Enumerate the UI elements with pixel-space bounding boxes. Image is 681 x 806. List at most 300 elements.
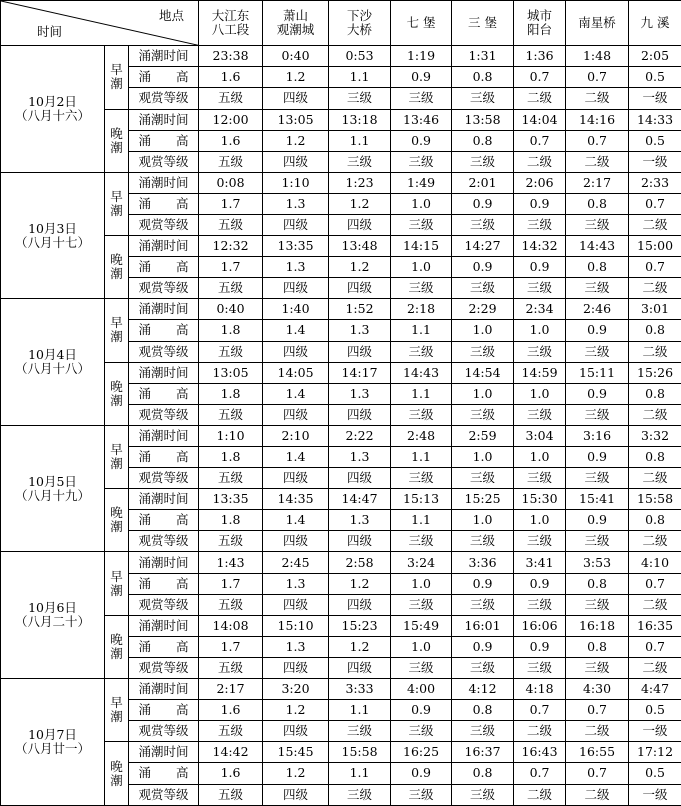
tide-label-char: 潮 bbox=[110, 76, 123, 92]
value-cell: 三级 bbox=[566, 214, 629, 235]
value-cell: 1.8 bbox=[199, 383, 263, 404]
value-cell: 三级 bbox=[391, 151, 452, 172]
value-cell: 0.8 bbox=[566, 193, 629, 214]
item-label: 观赏等级 bbox=[129, 721, 199, 742]
value-cell: 二级 bbox=[514, 151, 566, 172]
item-label: 涌潮时间 bbox=[129, 299, 199, 320]
evening-tide-label bbox=[105, 742, 129, 806]
item-label: 涌 高 bbox=[129, 510, 199, 531]
value-cell: 1.3 bbox=[329, 510, 391, 531]
value-cell: 五级 bbox=[199, 151, 263, 172]
value-cell: 3:53 bbox=[566, 552, 629, 573]
value-cell: 三级 bbox=[514, 468, 566, 489]
value-cell: 1.2 bbox=[329, 193, 391, 214]
tide-label-char: 晚 bbox=[110, 505, 123, 521]
evening-tide-label bbox=[105, 109, 129, 172]
value-cell: 1.0 bbox=[514, 383, 566, 404]
value-cell: 15:25 bbox=[452, 489, 514, 510]
value-cell: 3:24 bbox=[391, 552, 452, 573]
value-cell: 0.9 bbox=[514, 257, 566, 278]
value-cell: 2:58 bbox=[329, 552, 391, 573]
value-cell: 14:43 bbox=[566, 236, 629, 257]
value-cell: 0.8 bbox=[566, 573, 629, 594]
value-cell: 16:43 bbox=[514, 742, 566, 763]
location-header-line: 南星桥 bbox=[578, 15, 616, 31]
value-cell: 1.2 bbox=[263, 67, 329, 88]
value-cell: 0.5 bbox=[629, 700, 681, 721]
value-cell: 14:54 bbox=[452, 362, 514, 383]
value-cell: 四级 bbox=[263, 531, 329, 552]
value-cell: 15:23 bbox=[329, 615, 391, 636]
location-header-line: 阳台 bbox=[527, 22, 553, 38]
value-cell: 4:18 bbox=[514, 679, 566, 700]
value-cell: 三级 bbox=[566, 341, 629, 362]
value-cell: 二级 bbox=[629, 404, 681, 425]
value-cell: 三级 bbox=[391, 784, 452, 806]
value-cell: 16:35 bbox=[629, 615, 681, 636]
value-cell: 15:11 bbox=[566, 362, 629, 383]
value-cell: 15:30 bbox=[514, 489, 566, 510]
value-cell: 四级 bbox=[329, 594, 391, 615]
value-cell: 五级 bbox=[199, 531, 263, 552]
value-cell: 13:48 bbox=[329, 236, 391, 257]
value-cell: 三级 bbox=[391, 278, 452, 299]
value-cell: 1.8 bbox=[199, 447, 263, 468]
value-cell: 1.8 bbox=[199, 320, 263, 341]
value-cell: 2:59 bbox=[452, 425, 514, 446]
value-cell: 14:04 bbox=[514, 109, 566, 130]
value-cell: 0.8 bbox=[629, 447, 681, 468]
value-cell: 一级 bbox=[629, 88, 681, 109]
value-cell: 0.8 bbox=[452, 763, 514, 784]
value-cell: 0.7 bbox=[629, 193, 681, 214]
value-cell: 0.7 bbox=[514, 700, 566, 721]
value-cell: 14:32 bbox=[514, 236, 566, 257]
morning-tide-label bbox=[105, 552, 129, 615]
value-cell: 2:06 bbox=[514, 172, 566, 193]
value-cell: 1.1 bbox=[329, 130, 391, 151]
tide-label-char: 晚 bbox=[110, 758, 123, 774]
value-cell: 0.8 bbox=[452, 67, 514, 88]
value-cell: 四级 bbox=[329, 278, 391, 299]
value-cell: 3:04 bbox=[514, 425, 566, 446]
value-cell: 1.0 bbox=[452, 320, 514, 341]
value-cell: 2:29 bbox=[452, 299, 514, 320]
bore-time-row bbox=[1, 425, 681, 446]
value-cell: 四级 bbox=[329, 404, 391, 425]
item-label: 观赏等级 bbox=[129, 151, 199, 172]
value-cell: 0.9 bbox=[452, 573, 514, 594]
item-label: 观赏等级 bbox=[129, 468, 199, 489]
value-cell: 三级 bbox=[514, 214, 566, 235]
value-cell: 14:15 bbox=[391, 236, 452, 257]
value-cell: 二级 bbox=[629, 341, 681, 362]
header-row bbox=[1, 1, 681, 46]
value-cell: 1.4 bbox=[263, 383, 329, 404]
item-label: 涌 高 bbox=[129, 130, 199, 151]
value-cell: 0.9 bbox=[514, 636, 566, 657]
item-label: 涌 高 bbox=[129, 320, 199, 341]
location-header-7 bbox=[629, 1, 681, 46]
item-label: 涌 高 bbox=[129, 447, 199, 468]
value-cell: 五级 bbox=[199, 468, 263, 489]
value-cell: 0.5 bbox=[629, 67, 681, 88]
value-cell: 1.1 bbox=[329, 763, 391, 784]
tide-label-char: 潮 bbox=[110, 456, 123, 472]
value-cell: 五级 bbox=[199, 784, 263, 806]
value-cell: 1.7 bbox=[199, 636, 263, 657]
item-label: 涌潮时间 bbox=[129, 362, 199, 383]
value-cell: 0.9 bbox=[391, 130, 452, 151]
value-cell: 15:10 bbox=[263, 615, 329, 636]
value-cell: 1.2 bbox=[329, 257, 391, 278]
value-cell: 五级 bbox=[199, 88, 263, 109]
value-cell: 三级 bbox=[329, 151, 391, 172]
value-cell: 1.2 bbox=[263, 700, 329, 721]
value-cell: 13:35 bbox=[263, 236, 329, 257]
tide-label-char: 晚 bbox=[110, 378, 123, 394]
location-header-2 bbox=[329, 1, 391, 46]
location-header-line: 大江东 bbox=[211, 8, 250, 24]
value-cell: 13:05 bbox=[263, 109, 329, 130]
tide-label-char: 潮 bbox=[110, 645, 123, 661]
value-cell: 1.6 bbox=[199, 130, 263, 151]
value-cell: 四级 bbox=[263, 594, 329, 615]
value-cell: 0.8 bbox=[566, 257, 629, 278]
value-cell: 16:37 bbox=[452, 742, 514, 763]
value-cell: 1.0 bbox=[514, 320, 566, 341]
solar-date: 10月5日 bbox=[28, 473, 77, 489]
value-cell: 二级 bbox=[514, 721, 566, 742]
corner-header-cell bbox=[1, 1, 199, 46]
value-cell: 3:41 bbox=[514, 552, 566, 573]
tide-label-char: 潮 bbox=[110, 202, 123, 218]
value-cell: 1.3 bbox=[329, 383, 391, 404]
value-cell: 1.4 bbox=[263, 320, 329, 341]
item-label: 涌 高 bbox=[129, 257, 199, 278]
value-cell: 15:58 bbox=[629, 489, 681, 510]
value-cell: 16:55 bbox=[566, 742, 629, 763]
value-cell: 1.0 bbox=[452, 383, 514, 404]
value-cell: 四级 bbox=[263, 468, 329, 489]
value-cell: 三级 bbox=[391, 468, 452, 489]
value-cell: 1.1 bbox=[329, 67, 391, 88]
value-cell: 0:53 bbox=[329, 46, 391, 67]
value-cell: 1.6 bbox=[199, 763, 263, 784]
value-cell: 三级 bbox=[391, 594, 452, 615]
value-cell: 0.9 bbox=[452, 636, 514, 657]
location-header-5 bbox=[514, 1, 566, 46]
value-cell: 14:43 bbox=[391, 362, 452, 383]
value-cell: 1.0 bbox=[391, 636, 452, 657]
value-cell: 0.8 bbox=[452, 700, 514, 721]
location-header-3 bbox=[391, 1, 452, 46]
solar-date: 10月6日 bbox=[28, 600, 77, 616]
value-cell: 二级 bbox=[566, 721, 629, 742]
value-cell: 0.9 bbox=[452, 193, 514, 214]
value-cell: 15:58 bbox=[329, 742, 391, 763]
value-cell: 四级 bbox=[329, 657, 391, 678]
date-cell bbox=[1, 299, 105, 426]
value-cell: 2:22 bbox=[329, 425, 391, 446]
value-cell: 三级 bbox=[452, 278, 514, 299]
value-cell: 0.8 bbox=[629, 510, 681, 531]
value-cell: 二级 bbox=[566, 151, 629, 172]
location-header-1 bbox=[263, 1, 329, 46]
value-cell: 三级 bbox=[452, 594, 514, 615]
value-cell: 1:36 bbox=[514, 46, 566, 67]
value-cell: 0.8 bbox=[629, 320, 681, 341]
value-cell: 1.2 bbox=[329, 636, 391, 657]
item-label: 涌潮时间 bbox=[129, 489, 199, 510]
value-cell: 1.0 bbox=[452, 447, 514, 468]
value-cell: 二级 bbox=[566, 784, 629, 806]
tide-label-char: 潮 bbox=[110, 266, 123, 282]
item-label: 观赏等级 bbox=[129, 594, 199, 615]
value-cell: 三级 bbox=[514, 404, 566, 425]
value-cell: 4:47 bbox=[629, 679, 681, 700]
value-cell: 14:08 bbox=[199, 615, 263, 636]
value-cell: 五级 bbox=[199, 594, 263, 615]
value-cell: 三级 bbox=[391, 657, 452, 678]
value-cell: 14:17 bbox=[329, 362, 391, 383]
value-cell: 四级 bbox=[263, 341, 329, 362]
value-cell: 三级 bbox=[329, 721, 391, 742]
value-cell: 1.3 bbox=[263, 573, 329, 594]
value-cell: 五级 bbox=[199, 404, 263, 425]
item-label: 观赏等级 bbox=[129, 531, 199, 552]
value-cell: 二级 bbox=[566, 88, 629, 109]
value-cell: 四级 bbox=[329, 468, 391, 489]
value-cell: 13:05 bbox=[199, 362, 263, 383]
value-cell: 15:26 bbox=[629, 362, 681, 383]
value-cell: 0.9 bbox=[452, 257, 514, 278]
value-cell: 13:58 bbox=[452, 109, 514, 130]
tide-label-char: 晚 bbox=[110, 252, 123, 268]
date-cell bbox=[1, 679, 105, 806]
value-cell: 3:16 bbox=[566, 425, 629, 446]
value-cell: 1.1 bbox=[391, 510, 452, 531]
value-cell: 1.1 bbox=[391, 447, 452, 468]
value-cell: 1.7 bbox=[199, 257, 263, 278]
location-axis-label: 地点 bbox=[159, 8, 185, 23]
value-cell: 16:25 bbox=[391, 742, 452, 763]
item-label: 观赏等级 bbox=[129, 278, 199, 299]
value-cell: 2:17 bbox=[199, 679, 263, 700]
value-cell: 四级 bbox=[263, 214, 329, 235]
lunar-date: （八月十八） bbox=[14, 361, 90, 377]
value-cell: 0.8 bbox=[629, 383, 681, 404]
value-cell: 1:52 bbox=[329, 299, 391, 320]
value-cell: 1:10 bbox=[263, 172, 329, 193]
value-cell: 三级 bbox=[329, 88, 391, 109]
value-cell: 0.9 bbox=[514, 573, 566, 594]
item-label: 涌 高 bbox=[129, 763, 199, 784]
value-cell: 二级 bbox=[514, 784, 566, 806]
value-cell: 四级 bbox=[263, 404, 329, 425]
value-cell: 1.3 bbox=[329, 447, 391, 468]
tide-label-char: 潮 bbox=[110, 139, 123, 155]
value-cell: 3:01 bbox=[629, 299, 681, 320]
morning-tide-label bbox=[105, 46, 129, 109]
value-cell: 三级 bbox=[391, 88, 452, 109]
value-cell: 15:00 bbox=[629, 236, 681, 257]
value-cell: 1.4 bbox=[263, 510, 329, 531]
tide-label-char: 潮 bbox=[110, 392, 123, 408]
value-cell: 15:45 bbox=[263, 742, 329, 763]
date-cell bbox=[1, 46, 105, 173]
value-cell: 四级 bbox=[263, 151, 329, 172]
value-cell: 0.7 bbox=[566, 700, 629, 721]
value-cell: 17:12 bbox=[629, 742, 681, 763]
evening-tide-label bbox=[105, 489, 129, 552]
value-cell: 1:10 bbox=[199, 425, 263, 446]
value-cell: 三级 bbox=[566, 468, 629, 489]
value-cell: 一级 bbox=[629, 721, 681, 742]
value-cell: 三级 bbox=[566, 657, 629, 678]
value-cell: 2:10 bbox=[263, 425, 329, 446]
lunar-date: （八月十九） bbox=[14, 487, 90, 503]
tide-label-char: 潮 bbox=[110, 582, 123, 598]
value-cell: 二级 bbox=[629, 214, 681, 235]
value-cell: 三级 bbox=[452, 214, 514, 235]
lunar-date: （八月十六） bbox=[14, 108, 90, 123]
morning-tide-label bbox=[105, 172, 129, 235]
value-cell: 五级 bbox=[199, 657, 263, 678]
value-cell: 四级 bbox=[263, 278, 329, 299]
value-cell: 4:12 bbox=[452, 679, 514, 700]
value-cell: 二级 bbox=[629, 531, 681, 552]
value-cell: 1.3 bbox=[329, 320, 391, 341]
location-header-line: 三 堡 bbox=[468, 15, 497, 31]
value-cell: 3:36 bbox=[452, 552, 514, 573]
value-cell: 14:47 bbox=[329, 489, 391, 510]
value-cell: 3:20 bbox=[263, 679, 329, 700]
value-cell: 1.4 bbox=[263, 447, 329, 468]
value-cell: 1.1 bbox=[391, 320, 452, 341]
value-cell: 3:33 bbox=[329, 679, 391, 700]
location-header-4 bbox=[452, 1, 514, 46]
value-cell: 二级 bbox=[629, 657, 681, 678]
value-cell: 三级 bbox=[452, 404, 514, 425]
value-cell: 16:18 bbox=[566, 615, 629, 636]
value-cell: 0.9 bbox=[391, 763, 452, 784]
value-cell: 1.2 bbox=[263, 763, 329, 784]
evening-tide-label bbox=[105, 615, 129, 678]
value-cell: 1.6 bbox=[199, 700, 263, 721]
tide-label-char: 潮 bbox=[110, 709, 123, 725]
value-cell: 13:35 bbox=[199, 489, 263, 510]
value-cell: 1:43 bbox=[199, 552, 263, 573]
value-cell: 1:19 bbox=[391, 46, 452, 67]
value-cell: 三级 bbox=[452, 657, 514, 678]
value-cell: 三级 bbox=[566, 594, 629, 615]
value-cell: 三级 bbox=[566, 278, 629, 299]
location-header-line: 七 堡 bbox=[406, 15, 436, 31]
value-cell: 1.8 bbox=[199, 510, 263, 531]
item-label: 涌潮时间 bbox=[129, 615, 199, 636]
morning-tide-label bbox=[105, 299, 129, 362]
tide-label-char: 早 bbox=[110, 568, 123, 584]
location-header-line: 八工段 bbox=[211, 22, 250, 38]
value-cell: 四级 bbox=[263, 721, 329, 742]
value-cell: 1:48 bbox=[566, 46, 629, 67]
value-cell: 三级 bbox=[514, 594, 566, 615]
value-cell: 三级 bbox=[391, 531, 452, 552]
value-cell: 三级 bbox=[514, 657, 566, 678]
value-cell: 五级 bbox=[199, 214, 263, 235]
evening-tide-label bbox=[105, 362, 129, 425]
value-cell: 2:48 bbox=[391, 425, 452, 446]
value-cell: 0.7 bbox=[566, 763, 629, 784]
value-cell: 3:32 bbox=[629, 425, 681, 446]
value-cell: 二级 bbox=[514, 88, 566, 109]
value-cell: 1.1 bbox=[329, 700, 391, 721]
value-cell: 四级 bbox=[329, 214, 391, 235]
value-cell: 1:49 bbox=[391, 172, 452, 193]
value-cell: 16:01 bbox=[452, 615, 514, 636]
value-cell: 0.7 bbox=[566, 130, 629, 151]
value-cell: 0.9 bbox=[566, 383, 629, 404]
value-cell: 1.1 bbox=[391, 383, 452, 404]
value-cell: 1.0 bbox=[391, 193, 452, 214]
value-cell: 0.7 bbox=[514, 67, 566, 88]
solar-date: 10月4日 bbox=[28, 347, 77, 363]
value-cell: 14:05 bbox=[263, 362, 329, 383]
value-cell: 23:38 bbox=[199, 46, 263, 67]
value-cell: 2:45 bbox=[263, 552, 329, 573]
value-cell: 0.9 bbox=[566, 510, 629, 531]
tide-label-char: 早 bbox=[110, 695, 123, 711]
location-header-line: 九 溪 bbox=[640, 15, 670, 31]
value-cell: 0.9 bbox=[566, 447, 629, 468]
item-label: 涌 高 bbox=[129, 383, 199, 404]
item-label: 涌 高 bbox=[129, 573, 199, 594]
value-cell: 14:35 bbox=[263, 489, 329, 510]
value-cell: 14:27 bbox=[452, 236, 514, 257]
date-cell bbox=[1, 172, 105, 299]
value-cell: 0.7 bbox=[514, 763, 566, 784]
value-cell: 三级 bbox=[452, 721, 514, 742]
value-cell: 2:01 bbox=[452, 172, 514, 193]
value-cell: 二级 bbox=[629, 278, 681, 299]
value-cell: 0.5 bbox=[629, 763, 681, 784]
value-cell: 0.9 bbox=[391, 67, 452, 88]
value-cell: 14:59 bbox=[514, 362, 566, 383]
value-cell: 15:13 bbox=[391, 489, 452, 510]
location-header-line: 观潮城 bbox=[276, 22, 315, 38]
value-cell: 1.0 bbox=[514, 510, 566, 531]
value-cell: 14:33 bbox=[629, 109, 681, 130]
value-cell: 0.7 bbox=[566, 67, 629, 88]
solar-date: 10月7日 bbox=[28, 727, 77, 743]
value-cell: 0.7 bbox=[629, 257, 681, 278]
time-axis-label: 时间 bbox=[37, 24, 63, 40]
value-cell: 0:40 bbox=[199, 299, 263, 320]
value-cell: 1:31 bbox=[452, 46, 514, 67]
value-cell: 三级 bbox=[391, 341, 452, 362]
value-cell: 三级 bbox=[391, 214, 452, 235]
value-cell: 三级 bbox=[452, 88, 514, 109]
value-cell: 0:08 bbox=[199, 172, 263, 193]
value-cell: 16:06 bbox=[514, 615, 566, 636]
bore-time-row bbox=[1, 299, 681, 320]
value-cell: 15:41 bbox=[566, 489, 629, 510]
value-cell: 三级 bbox=[452, 341, 514, 362]
value-cell: 2:17 bbox=[566, 172, 629, 193]
value-cell: 1.2 bbox=[263, 130, 329, 151]
value-cell: 1.0 bbox=[391, 573, 452, 594]
